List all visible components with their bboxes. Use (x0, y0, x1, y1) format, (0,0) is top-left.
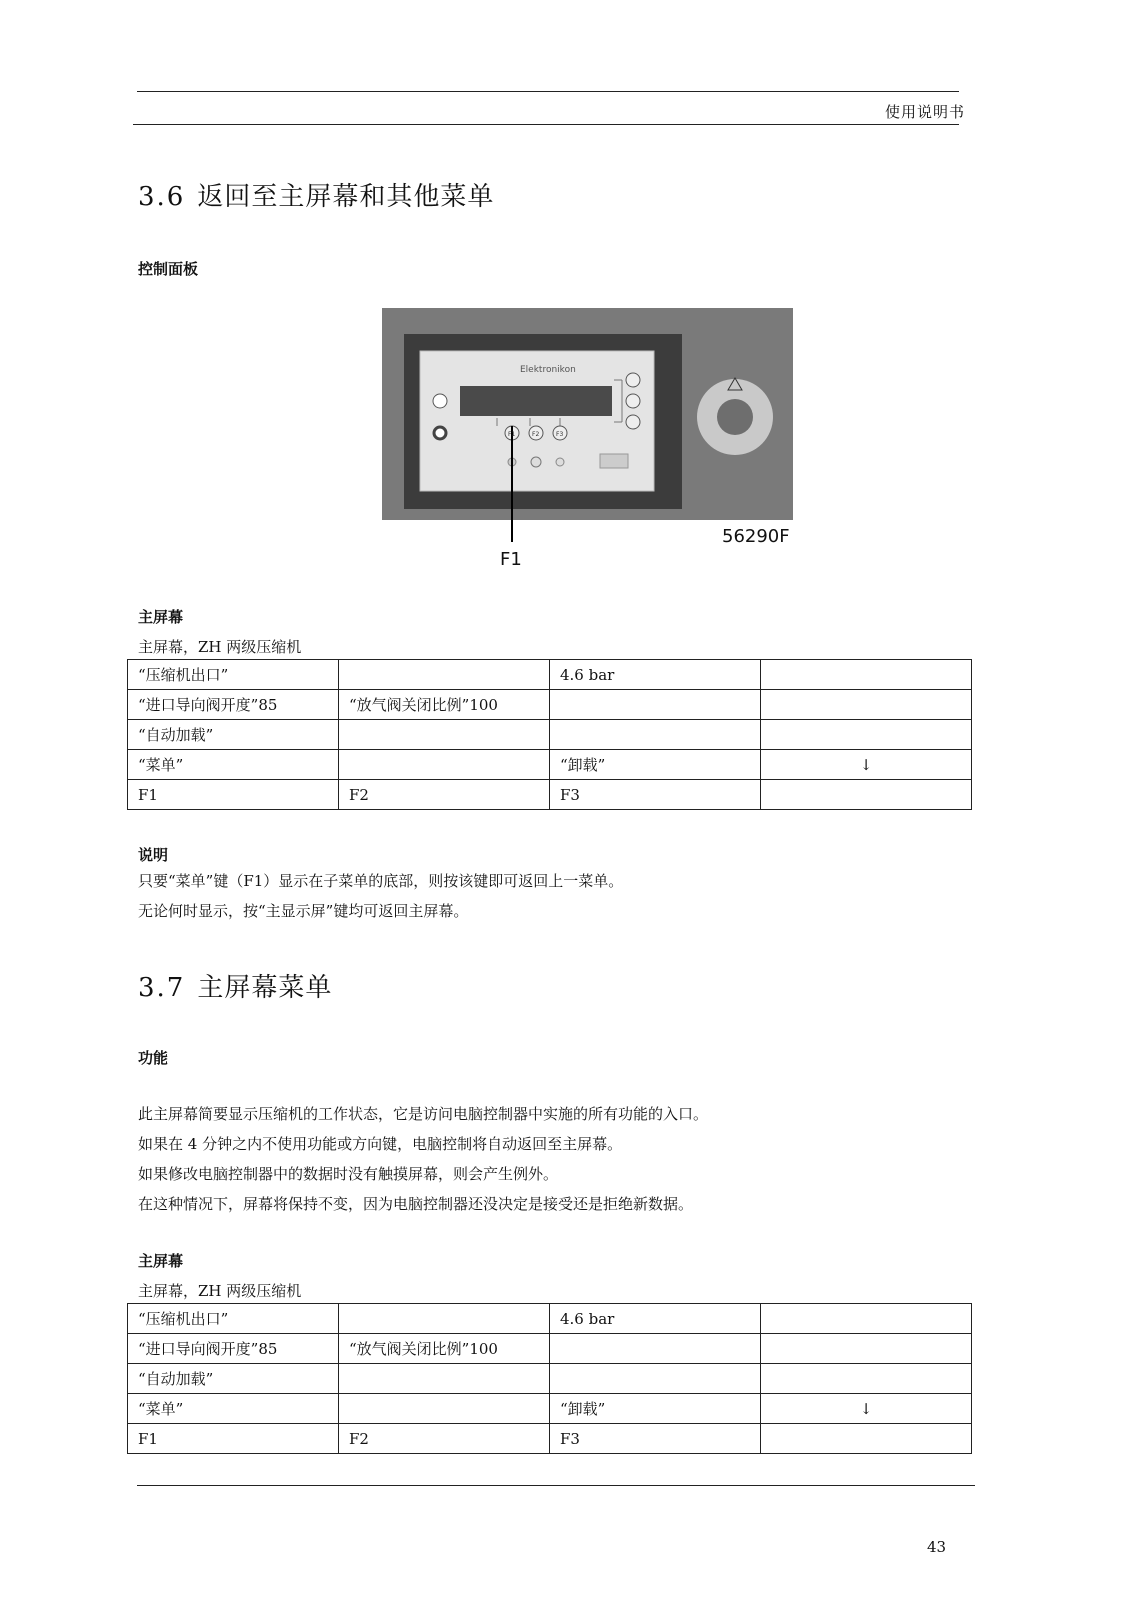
table-cell (761, 690, 972, 720)
function-label: 功能 (138, 1049, 169, 1067)
key-label-f3: F3 (556, 431, 564, 438)
function-text (138, 1099, 708, 1219)
table-cell: “菜单” (128, 750, 339, 780)
header-rule-top (137, 91, 959, 92)
table-cell: “自动加载” (128, 1364, 339, 1394)
table-cell (339, 660, 550, 690)
table-cell (550, 720, 761, 750)
header-title: 使用说明书 (884, 103, 965, 121)
table-cell (339, 750, 550, 780)
main-screen-table-2 (127, 1303, 972, 1454)
explanation-line: 无论何时显示，按“主显示屏”键均可返回主屏幕。 (138, 902, 469, 920)
table-cell (761, 780, 972, 810)
table-row (128, 1334, 972, 1364)
control-panel-drawing (382, 296, 812, 596)
table-cell: “卸载” (550, 750, 761, 780)
table-cell (761, 1424, 972, 1454)
section-36-title: 返回至主屏幕和其他菜单 (197, 182, 495, 212)
table-row (128, 1424, 972, 1454)
function-line: 如果在 4 分钟之内不使用功能或方向键，电脑控制将自动返回至主屏幕。 (138, 1135, 623, 1153)
down-arrow-icon: ↓ (761, 1394, 972, 1424)
table-cell: F1 (128, 1424, 339, 1454)
table-cell: “压缩机出口” (128, 1304, 339, 1334)
main-screen-label: 主屏幕 (138, 608, 184, 626)
start-key-icon (433, 394, 447, 408)
table-cell: “进口导向阀开度”85 (128, 690, 339, 720)
table-cell (761, 720, 972, 750)
table-cell: “自动加载” (128, 720, 339, 750)
table-row (128, 660, 972, 690)
footer-rule (137, 1485, 975, 1486)
arrow-up-key-icon (626, 373, 640, 387)
table-cell (550, 690, 761, 720)
function-line: 在这种情况下，屏幕将保持不变，因为电脑控制器还没决定是接受还是拒绝新数据。 (138, 1195, 694, 1213)
table-cell: “放气阀关闭比例”100 (339, 1334, 550, 1364)
lcd-display (460, 386, 612, 416)
table-cell: F1 (128, 780, 339, 810)
brand-label: Elektronikon (520, 365, 576, 375)
main-screen-label-2: 主屏幕 (138, 1252, 184, 1270)
section-37-title: 主屏幕菜单 (197, 973, 333, 1003)
emergency-stop-button (717, 399, 753, 435)
control-panel-figure (382, 296, 812, 596)
table-cell (339, 1304, 550, 1334)
table-row (128, 1364, 972, 1394)
section-37-number: 3.7 (138, 973, 186, 1003)
table-cell (761, 660, 972, 690)
header-rule-bottom (133, 124, 959, 125)
table-cell (339, 1364, 550, 1394)
f1-callout-label: F1 (500, 549, 522, 570)
table-cell (550, 1364, 761, 1394)
main-screen-table (127, 659, 972, 810)
table-cell: “压缩机出口” (128, 660, 339, 690)
table-cell: “进口导向阀开度”85 (128, 1334, 339, 1364)
table-cell (761, 1304, 972, 1334)
key-label-f2: F2 (532, 431, 540, 438)
table-cell (761, 1334, 972, 1364)
table-cell: “卸载” (550, 1394, 761, 1424)
table-cell: “菜单” (128, 1394, 339, 1424)
table-row (128, 1394, 972, 1424)
table-row (128, 1304, 972, 1334)
section-36-number: 3.6 (138, 182, 186, 212)
function-line: 如果修改电脑控制器中的数据时没有触摸屏幕，则会产生例外。 (138, 1165, 559, 1183)
table-cell: 4.6 bar (550, 1304, 761, 1334)
table-cell (339, 1394, 550, 1424)
table-cell: “放气阀关闭比例”100 (339, 690, 550, 720)
table-cell: F2 (339, 780, 550, 810)
figure-id: 56290F (722, 526, 790, 547)
table-row (128, 750, 972, 780)
control-panel-label: 控制面板 (138, 260, 199, 278)
table-cell (761, 1364, 972, 1394)
enter-key-icon (626, 394, 640, 408)
table-cell (550, 1334, 761, 1364)
table-cell (339, 720, 550, 750)
table-cell: F2 (339, 1424, 550, 1454)
led-voltage-icon (556, 458, 564, 466)
table-cell: F3 (550, 780, 761, 810)
led-auto-icon (531, 457, 541, 467)
down-arrow-icon: ↓ (761, 750, 972, 780)
table-row (128, 690, 972, 720)
function-line: 此主屏幕简要显示压缩机的工作状态，它是访问电脑控制器中实施的所有功能的入口。 (138, 1105, 709, 1123)
stop-key-icon (434, 427, 446, 439)
table-row (128, 780, 972, 810)
table-caption-2: 主屏幕，ZH 两级压缩机 (138, 1282, 302, 1300)
section-37-heading (138, 967, 332, 1004)
page-number: 43 (927, 1538, 947, 1556)
atlas-logo (600, 454, 628, 468)
table-cell: 4.6 bar (550, 660, 761, 690)
key-label-f1: F1 (508, 431, 516, 438)
explanation-line: 只要“菜单”键（F1）显示在子菜单的底部，则按该键即可返回上一菜单。 (138, 872, 624, 890)
arrow-down-key-icon (626, 415, 640, 429)
table-cell: F3 (550, 1424, 761, 1454)
explanation-text (138, 866, 623, 926)
section-36-heading (138, 176, 494, 213)
table-row (128, 720, 972, 750)
table-caption: 主屏幕，ZH 两级压缩机 (138, 638, 302, 656)
explanation-label: 说明 (138, 846, 169, 864)
